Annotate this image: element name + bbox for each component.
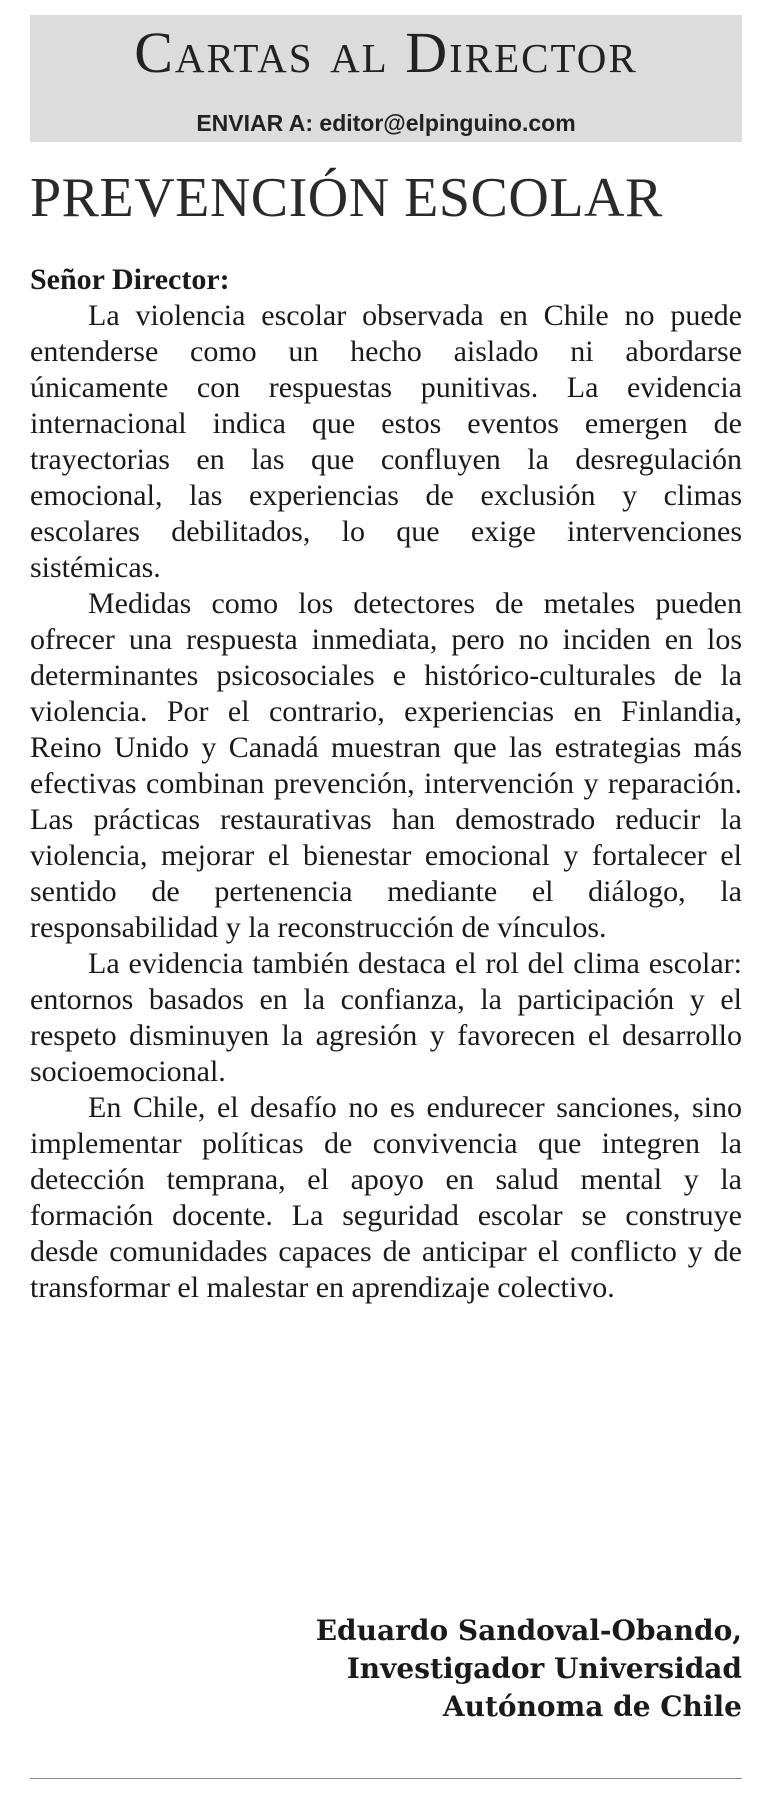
section-title: Cartas al Director — [134, 20, 638, 85]
letter-paragraph-2: Medidas como los detectores de metales pueden ofrecer una respuesta inmediata, pero no inciden en los determinantes psicosociales e histórico-culturales de la violencia. Por el contrario, experiencias en Finlandia, Reino Unido y Canadá muestran que las estrategias más efectivas combinan prevención, intervención y reparación. Las prácticas restaurativas han demostrado reducir la violencia, mejorar el bienestar emocional y fortalecer el sentido de pertenencia mediante el diálogo, la responsabilidad y la reconstrucción de vínculos. — [30, 587, 742, 944]
author-name: Eduardo Sandoval-Obando, — [315, 1614, 742, 1647]
author-role-line-2: Autónoma de Chile — [442, 1690, 742, 1723]
letter-body — [30, 262, 742, 1306]
author-signature — [316, 1612, 742, 1726]
letter-paragraph-4: En Chile, el desafío no es endurecer sanciones, sino implementar políticas de convivencia que integren la detección temprana, el apoyo en salud mental y la formación docente. La seguridad escolar se construye desde comunidades capaces de anticipar el conflicto y de transformar el malestar en aprendizaje colectivo. — [30, 1091, 742, 1304]
bottom-divider — [30, 1778, 742, 1779]
section-header — [30, 15, 742, 142]
letter-salutation: Señor Director: — [30, 263, 230, 296]
letter-paragraph-1: La violencia escolar observada en Chile no puede entenderse como un hecho aislado ni abordarse únicamente con respuestas punitivas. La evidencia internacional indica que estos eventos emergen de trayectorias en las que confluyen la desregulación emocional, las experiencias de exclusión y climas escolares debilitados, lo que exige intervenciones sistémicas. — [30, 299, 742, 584]
author-role-line-1: Investigador Universidad — [346, 1652, 742, 1685]
letter-headline: PREVENCIÓN ESCOLAR — [30, 167, 663, 229]
submission-email-line: ENVIAR A: editor@elpinguino.com — [196, 110, 576, 136]
letter-paragraph-3: La evidencia también destaca el rol del clima escolar: entornos basados en la confianza, la participación y el respeto disminuyen la agresión y favorecen el desarrollo socioemocional. — [30, 947, 742, 1088]
